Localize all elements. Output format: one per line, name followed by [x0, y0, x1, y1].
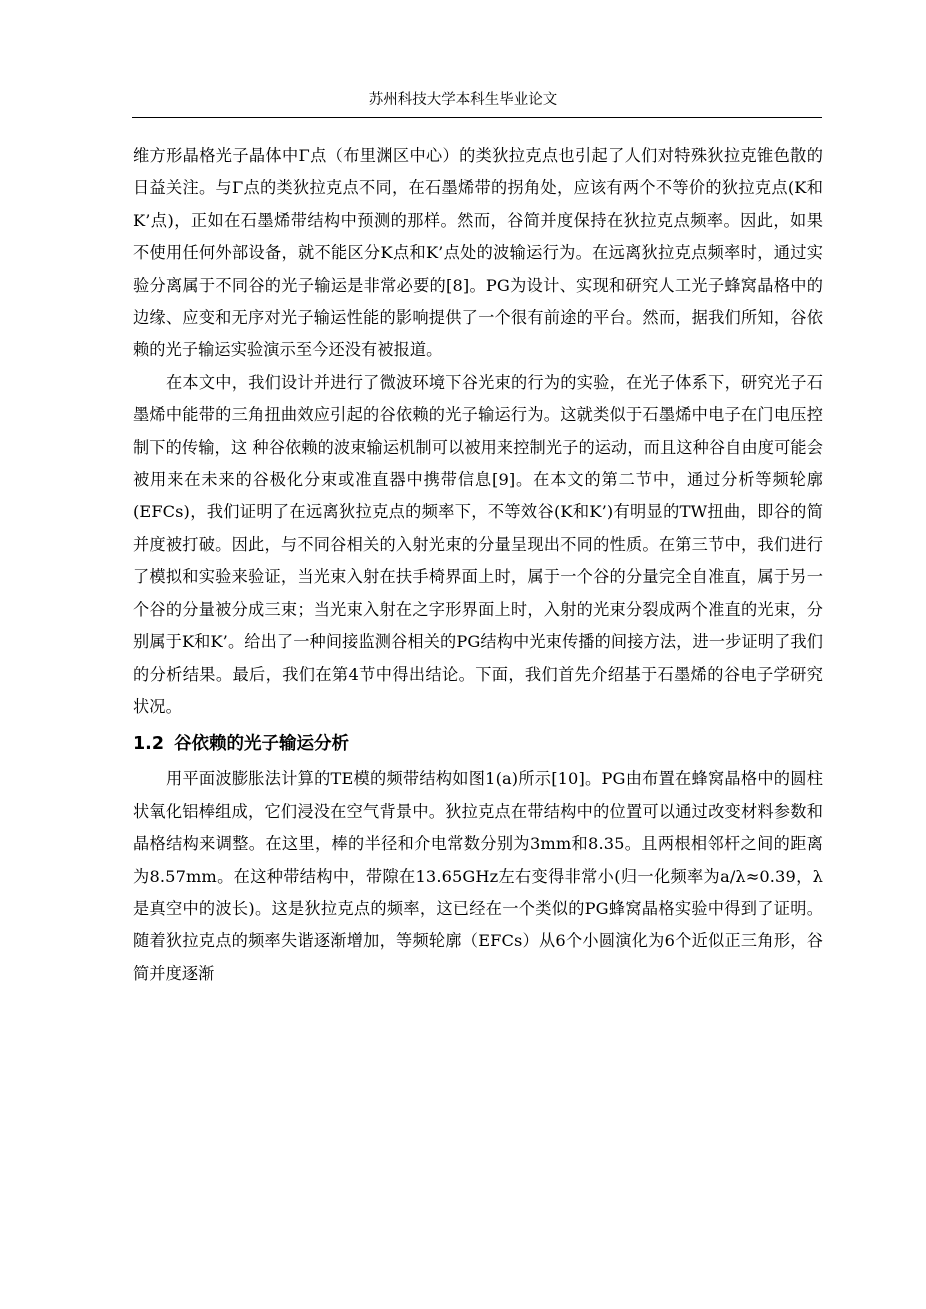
paragraph-2: 在本文中，我们设计并进行了微波环境下谷光束的行为的实验，在光子体系下，研究光子石墨烯中能带的三角扭曲效应引起的谷依赖的光子输运行为。这就类似于石墨烯中电子在门电压控制下的传输，这 种谷依赖的波束输运机制可以被用来控制光子的运动，而且这种谷自由度可能会被用来在未来的谷极化分束或准直器中携带信息[9]。在本文的第二节中，通过分析等频轮廓(EFCs)，我们证明了在远离狄拉克点的频率下，不等效谷(K和K’)有明显的TW扭曲，即谷的简并度被打破。因此，与不同谷相关的入射光束的分量呈现出不同的性质。在第三节中，我们进行了模拟和实验来验证，当光束入射在扶手椅界面上时，属于一个谷的分量完全自准直，属于另一个谷的分量被分成三束；当光束入射在之字形界面上时，入射的光束分裂成两个准直的光束，分别属于K和K’。给出了一种间接监测谷相关的PG结构中光束传播的间接方法，进一步证明了我们的分析结果。最后，我们在第4节中得出结论。下面，我们首先介绍基于石墨烯的谷电子学研究状况。	[133, 372, 823, 716]
body-text	[133, 140, 823, 990]
section-number: 1.2	[133, 734, 165, 755]
paragraph-3: 用平面波膨胀法计算的TE模的频带结构如图1(a)所示[10]。PG由布置在蜂窝晶格中的圆柱状氧化铝棒组成，它们浸没在空气背景中。狄拉克点在带结构中的位置可以通过改变材料参数和晶格结构来调整。在这里，棒的半径和介电常数分别为3mm和8.35。且两根相邻杆之间的距离为8.57mm。在这种带结构中，带隙在13.65GHz左右变得非常小(归一化频率为a/λ≈0.39，λ是真空中的波长)。这是狄拉克点的频率，这已经在一个类似的PG蜂窝晶格实验中得到了证明。随着狄拉克点的频率失谐逐渐增加，等频轮廓（EFCs）从6个小圆演化为6个近似正三角形，谷简并度逐渐	[133, 769, 823, 983]
running-header: 苏州科技大学本科生毕业论文	[368, 92, 558, 108]
section-title: 谷依赖的光子输运分析	[174, 734, 350, 755]
section-heading	[133, 725, 823, 763]
paragraph-1: 维方形晶格光子晶体中Γ点（布里渊区中心）的类狄拉克点也引起了人们对特殊狄拉克锥色散的日益关注。与Γ点的类狄拉克点不同，在石墨烯带的拐角处，应该有两个不等价的狄拉克点(K和K’点)，正如在石墨烯带结构中预测的那样。然而，谷简并度保持在狄拉克点频率。因此，如果不使用任何外部设备，就不能区分K点和K’点处的波输运行为。在远离狄拉克点频率时，通过实验分离属于不同谷的光子输运是非常必要的[8]。PG为设计、实现和研究人工光子蜂窝晶格中的边缘、应变和无序对光子输运性能的影响提供了一个很有前途的平台。然而，据我们所知，谷依赖的光子输运实验演示至今还没有被报道。	[133, 146, 823, 360]
header-rule	[132, 117, 822, 118]
